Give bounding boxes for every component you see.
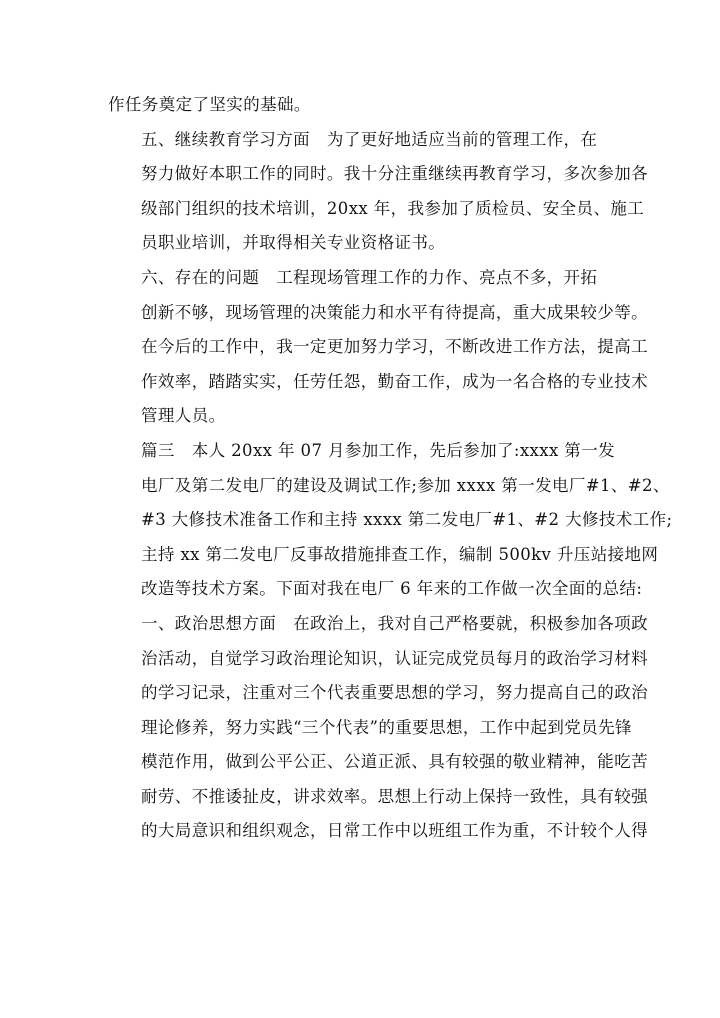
text-line: 理论修养，努力实践“三个代表”的重要思想，工作中起到党员先锋	[141, 717, 632, 737]
paragraph	[108, 261, 648, 434]
document-body	[108, 88, 673, 849]
text-line: 的学习记录，注重对三个代表重要思想的学习，努力提高自己的政治	[141, 683, 648, 703]
text-line: 模范作用，做到公平公正、公道正派、具有较强的敬业精神，能吃苦	[141, 752, 648, 772]
text-line: 篇三 本人 20xx 年 07 月参加工作，先后参加了:xxxx 第一发	[141, 440, 616, 460]
paragraph	[108, 434, 673, 849]
paragraph	[108, 88, 614, 123]
text-line: 改造等技术方案。下面对我在电厂 6 年来的工作做一次全面的总结:	[141, 579, 643, 599]
paragraph	[108, 123, 648, 261]
text-line: 耐劳、不推诿扯皮，讲求效率。思想上行动上保持一致性，具有较强	[141, 786, 648, 806]
text-line: 创新不够，现场管理的决策能力和水平有待提高，重大成果较少等。	[141, 302, 648, 322]
text-line: 在今后的工作中，我一定更加努力学习，不断改进工作方法，提高工	[141, 337, 648, 357]
text-line: 作任务奠定了坚实的基础。	[108, 95, 311, 114]
text-line: 电厂及第二发电厂的建设及调试工作;参加 xxxx 第一发电厂#1、#2、	[141, 475, 670, 495]
text-line: 作效率，踏踏实实，任劳任怨，勤奋工作，成为一名合格的专业技术	[141, 371, 648, 391]
text-line: 级部门组织的技术培训，20xx 年，我参加了质检员、安全员、施工	[141, 198, 645, 218]
text-line: 六、存在的问题 工程现场管理工作的力作、亮点不多，开拓	[141, 267, 598, 287]
text-line: #3 大修技术准备工作和主持 xxxx 第二发电厂#1、#2 大修技术工作;	[141, 510, 673, 530]
text-line: 五、继续教育学习方面 为了更好地适应当前的管理工作，在	[141, 129, 598, 149]
text-line: 的大局意识和组织观念，日常工作中以班组工作为重，不计较个人得	[141, 821, 648, 841]
text-line: 管理人员。	[141, 406, 226, 426]
text-line: 努力做好本职工作的同时。我十分注重继续再教育学习，多次参加各	[141, 164, 648, 184]
text-line: 一、政治思想方面 在政治上，我对自己严格要就，积极参加各项政	[141, 613, 648, 633]
text-line: 员职业培训，并取得相关专业资格证书。	[141, 233, 446, 253]
text-line: 主持 xx 第二发电厂反事故措施排查工作，编制 500kv 升压站接地网	[141, 544, 659, 564]
text-line: 治活动，自觉学习政治理论知识，认证完成党员每月的政治学习材料	[141, 648, 648, 668]
